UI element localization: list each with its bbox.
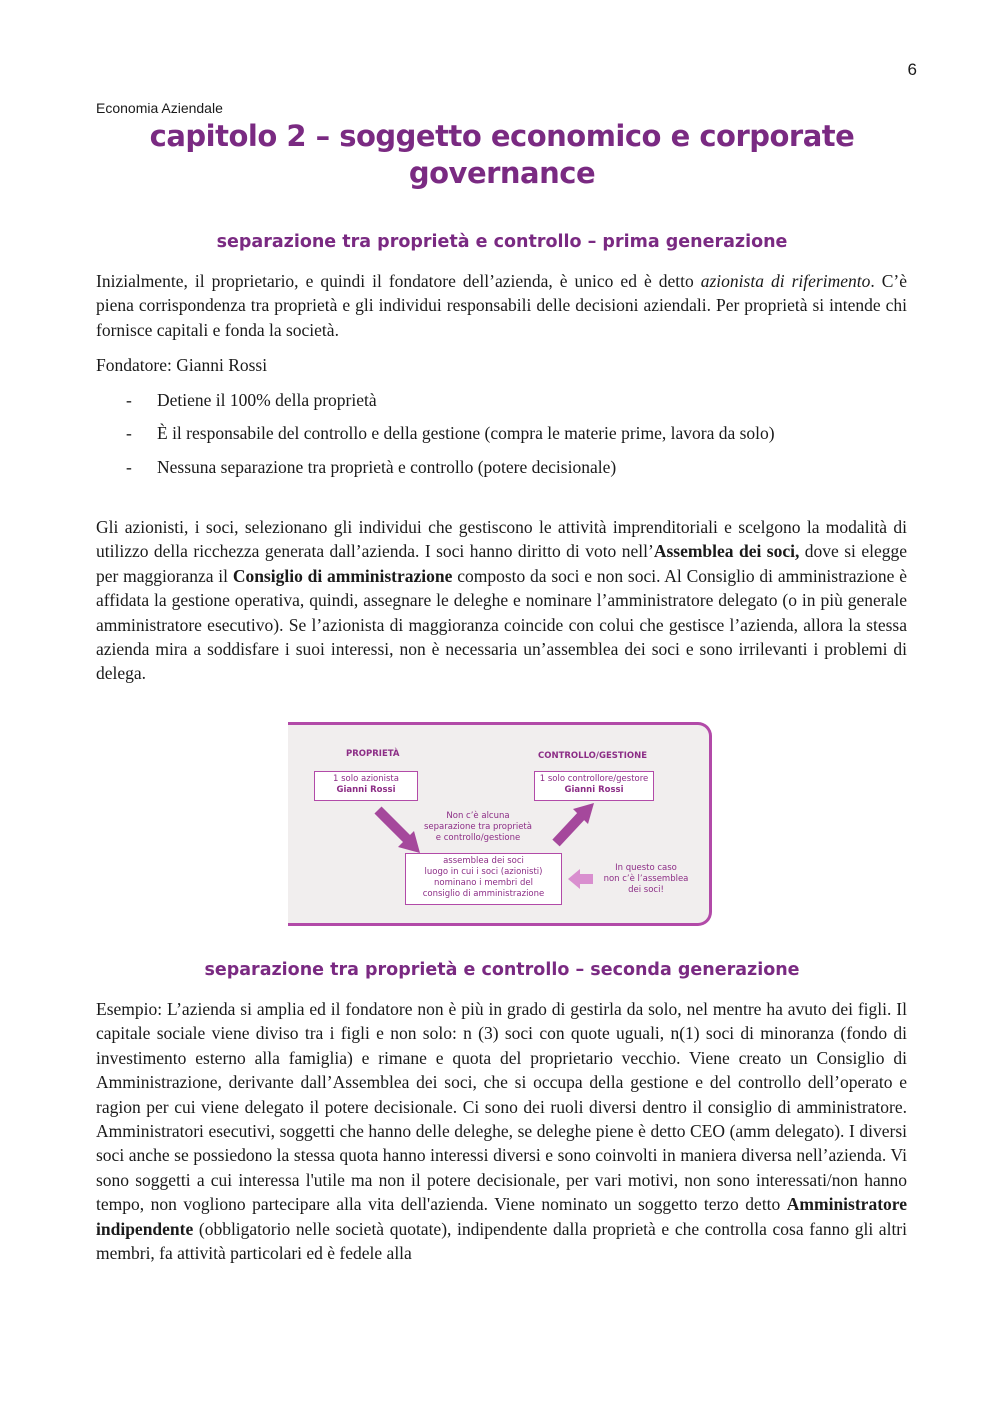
chapter-title: capitolo 2 – soggetto economico e corporate governance — [149, 119, 855, 190]
section-title-second-generation: separazione tra proprietà e controllo – seconda generazione — [204, 960, 800, 980]
text-run: dove si elegge per maggioranza il — [96, 541, 907, 586]
list-item — [96, 455, 907, 479]
dash-bullet: - — [126, 456, 132, 477]
text-run: composto da soci e non soci. Al Consiglio di amministrazione è affidata la gestione operativa, quindi, assegnare le deleghe e nominare l’amministratore delegato (o in più generale amministratore esecutivo). Se l’azionista di maggioranza coincide con colui che gestisce l’azienda, allora la stessa azienda mira a soddisfare i suoi interessi, non è necessaria un’assemblea dei soci e sono irrilevanti i problemi di delega. — [96, 565, 908, 684]
box-text: 1 solo controllore/gestore — [539, 774, 649, 784]
box-text: luogo in cui i soci (azionisti) — [424, 867, 543, 877]
bold-term: Consiglio di amministrazione — [232, 565, 453, 586]
box-single-manager — [534, 771, 654, 801]
box-text: assemblea dei soci — [443, 856, 524, 866]
founder-line: Fondatore: Gianni Rossi — [96, 355, 268, 375]
note-text: In questo caso — [615, 863, 677, 873]
bold-term: Amministratore indipendente — [96, 1194, 907, 1239]
text-run: (obbligatorio nelle società quotate), indipendente dalla proprietà e che controlla cosa fanno gli altri membri, fa attività particolari ed è fedele alla — [96, 1218, 907, 1264]
text-run: Esempio: L’azienda si amplia ed il fondatore non è più in grado di gestirla da solo, nel mentre ha avuto dei figli. Il capitale sociale viene diviso tra i figli e non solo: n (3) soci con quote uguali, n(1) soci di minoranza (fondo di investimento esterno alla famiglia) e rimane e quota del proprietario vecchio. Viene creato un Consiglio di Amministrazione, derivante dall’Assemblea dei soci, che si occupa della gestione e del controllo dell’operato e ragion per cui viene delegato il potere decisionale. Ci sono dei ruoli diversi dentro il consiglio di amministratore. Amministratori esecutivi, soggetti che hanno delle deleghe, se deleghe piene è detto CEO (amm delegato). I diversi soci anche se possiedono la stessa quota hanno interessi diversi e sono coinvolti in maniera diversa nell’azienda. Vi sono soggetti a cui interessa l'utile ma non il potere decisionale, per vari motivi, non sono interessati/non hanno tempo, non vogliono partecipare alla vita dell'azienda. Viene nominato un soggetto terzo detto — [96, 999, 907, 1215]
note-text: e controllo/gestione — [435, 833, 521, 843]
text-run: Inizialmente, il proprietario, e quindi il fondatore dell’azienda, è unico ed è detto — [96, 271, 701, 291]
text-run: Gli azionisti, i soci, selezionano gli individui che gestiscono le attività imprenditoriali e scelgono la modalità di utilizzo della ricchezza generata dall’azienda. I soci hanno diritto di voto nell’ — [96, 517, 907, 562]
box-text: consiglio di amministrazione — [422, 889, 545, 899]
no-separation-note — [418, 811, 538, 844]
list-item-text: Nessuna separazione tra proprietà e controllo (potere decisionale) — [157, 456, 617, 477]
dash-bullet: - — [126, 423, 132, 444]
text-run: . C’è piena corrispondenza tra proprietà e gli individui responsabili delle decisioni aziendali. Per proprietà si intende chi fornisce capitali e fonda la società. — [96, 271, 907, 340]
shareholders-paragraph — [96, 515, 907, 686]
note-text: Non c’è alcuna — [446, 811, 510, 821]
list-item — [96, 388, 907, 412]
box-text: Gianni Rossi — [564, 785, 624, 795]
box-single-shareholder — [314, 771, 418, 801]
no-assembly-note — [596, 863, 696, 896]
bold-term: Assemblea dei soci, — [653, 541, 800, 562]
dash-bullet: - — [126, 390, 132, 410]
note-text: non c’è l’assemblea — [603, 874, 689, 884]
box-text: Gianni Rossi — [336, 785, 396, 795]
list-item-text: È il responsabile del controllo e della gestione (compra le materie prime, lavora da solo) — [157, 423, 775, 444]
running-header: Economia Aziendale — [96, 100, 223, 116]
box-text: 1 solo azionista — [333, 774, 399, 784]
second-generation-paragraph — [96, 997, 907, 1265]
page-number: 6 — [907, 60, 917, 79]
label-ownership: PROPRIETÀ — [346, 749, 400, 759]
list-item-text: Detiene il 100% della proprietà — [157, 390, 377, 410]
note-text: dei soci! — [628, 885, 664, 895]
italic-term: azionista di riferimento — [700, 271, 871, 291]
section-title-first-generation: separazione tra proprietà e controllo – prima generazione — [216, 232, 788, 252]
list-item — [96, 421, 907, 445]
intro-paragraph — [96, 269, 907, 342]
note-text: separazione tra proprietà — [424, 822, 532, 832]
founder-bullet-list — [96, 388, 907, 479]
label-control: CONTROLLO/GESTIONE — [538, 751, 648, 761]
ownership-diagram — [288, 722, 712, 926]
box-text: nominano i membri del — [434, 878, 533, 888]
box-shareholders-meeting — [405, 853, 562, 905]
